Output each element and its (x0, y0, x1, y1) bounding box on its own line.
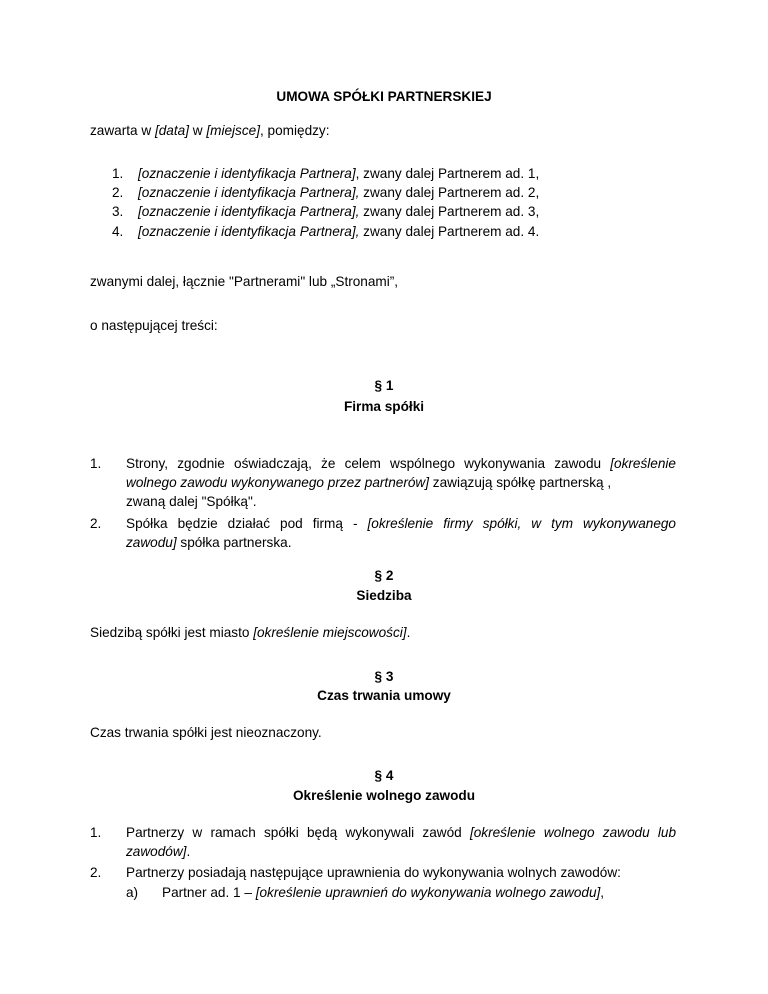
section-heading: Czas trwania umowy (317, 688, 451, 703)
content-intro: o następującej treści: (90, 318, 218, 333)
section-heading: Firma spółki (343, 399, 425, 414)
section-heading: Siedziba (356, 588, 412, 603)
date-placeholder: [data] (154, 123, 189, 138)
list-number: 1. (90, 825, 102, 840)
section-number: § 1 (374, 378, 394, 393)
section-number: § 4 (374, 768, 394, 783)
document-title: UMOWA SPÓŁKI PARTNERSKIEJ (276, 89, 492, 104)
paragraph: Czas trwania spółki jest nieoznaczony. (90, 725, 322, 740)
list-item-text: Partnerzy posiadają następujące uprawnienia do wykonywania wolnych zawodów: (126, 865, 621, 880)
list-number: 2. (90, 865, 102, 880)
list-item-text: Spółka będzie działać pod firmą - [określenie firmy spółki, w tym wykonywanego zawodu] spółka partnerska. (126, 516, 676, 550)
parties-definition: zwanymi dalej, łącznie "Partnerami" lub „Stronami”, (90, 274, 399, 289)
sub-list-label: a) (126, 885, 139, 900)
partner-list-item: 3. [oznaczenie i identyfikacja Partnera], zwany dalej Partnerem ad. 3, (112, 204, 540, 219)
section-number: § 2 (374, 568, 394, 583)
intro-line: zawarta w [data] w [miejsce], pomiędzy: (90, 123, 330, 138)
section-number: § 3 (374, 669, 394, 684)
list-number: 2. (90, 516, 102, 531)
partner-list-item: 2. [oznaczenie i identyfikacja Partnera], zwany dalej Partnerem ad. 2, (112, 185, 540, 200)
sub-list-text: Partner ad. 1 – [określenie uprawnień do wykonywania wolnego zawodu], (162, 885, 605, 900)
partner-list-item: 4. [oznaczenie i identyfikacja Partnera], zwany dalej Partnerem ad. 4. (112, 224, 540, 239)
list-number: 1. (90, 456, 102, 471)
place-placeholder: [miejsce] (206, 123, 260, 138)
list-item-text: Partnerzy w ramach spółki będą wykonywali zawód [określenie wolnego zawodu lub zawodów]. (126, 825, 677, 859)
list-item-text: Strony, zgodnie oświadczają, że celem wspólnego wykonywania zawodu [określenie wolnego zawodu wykonywanego przez partnerów] zawiązują spółkę partnerską , zwaną dalej "Spółką". (126, 456, 676, 509)
partner-list-item: 1. [oznaczenie i identyfikacja Partnera], zwany dalej Partnerem ad. 1, (112, 166, 540, 181)
paragraph: Siedzibą spółki jest miasto [określenie miejscowości]. (90, 625, 411, 640)
section-heading: Określenie wolnego zawodu (292, 788, 476, 803)
